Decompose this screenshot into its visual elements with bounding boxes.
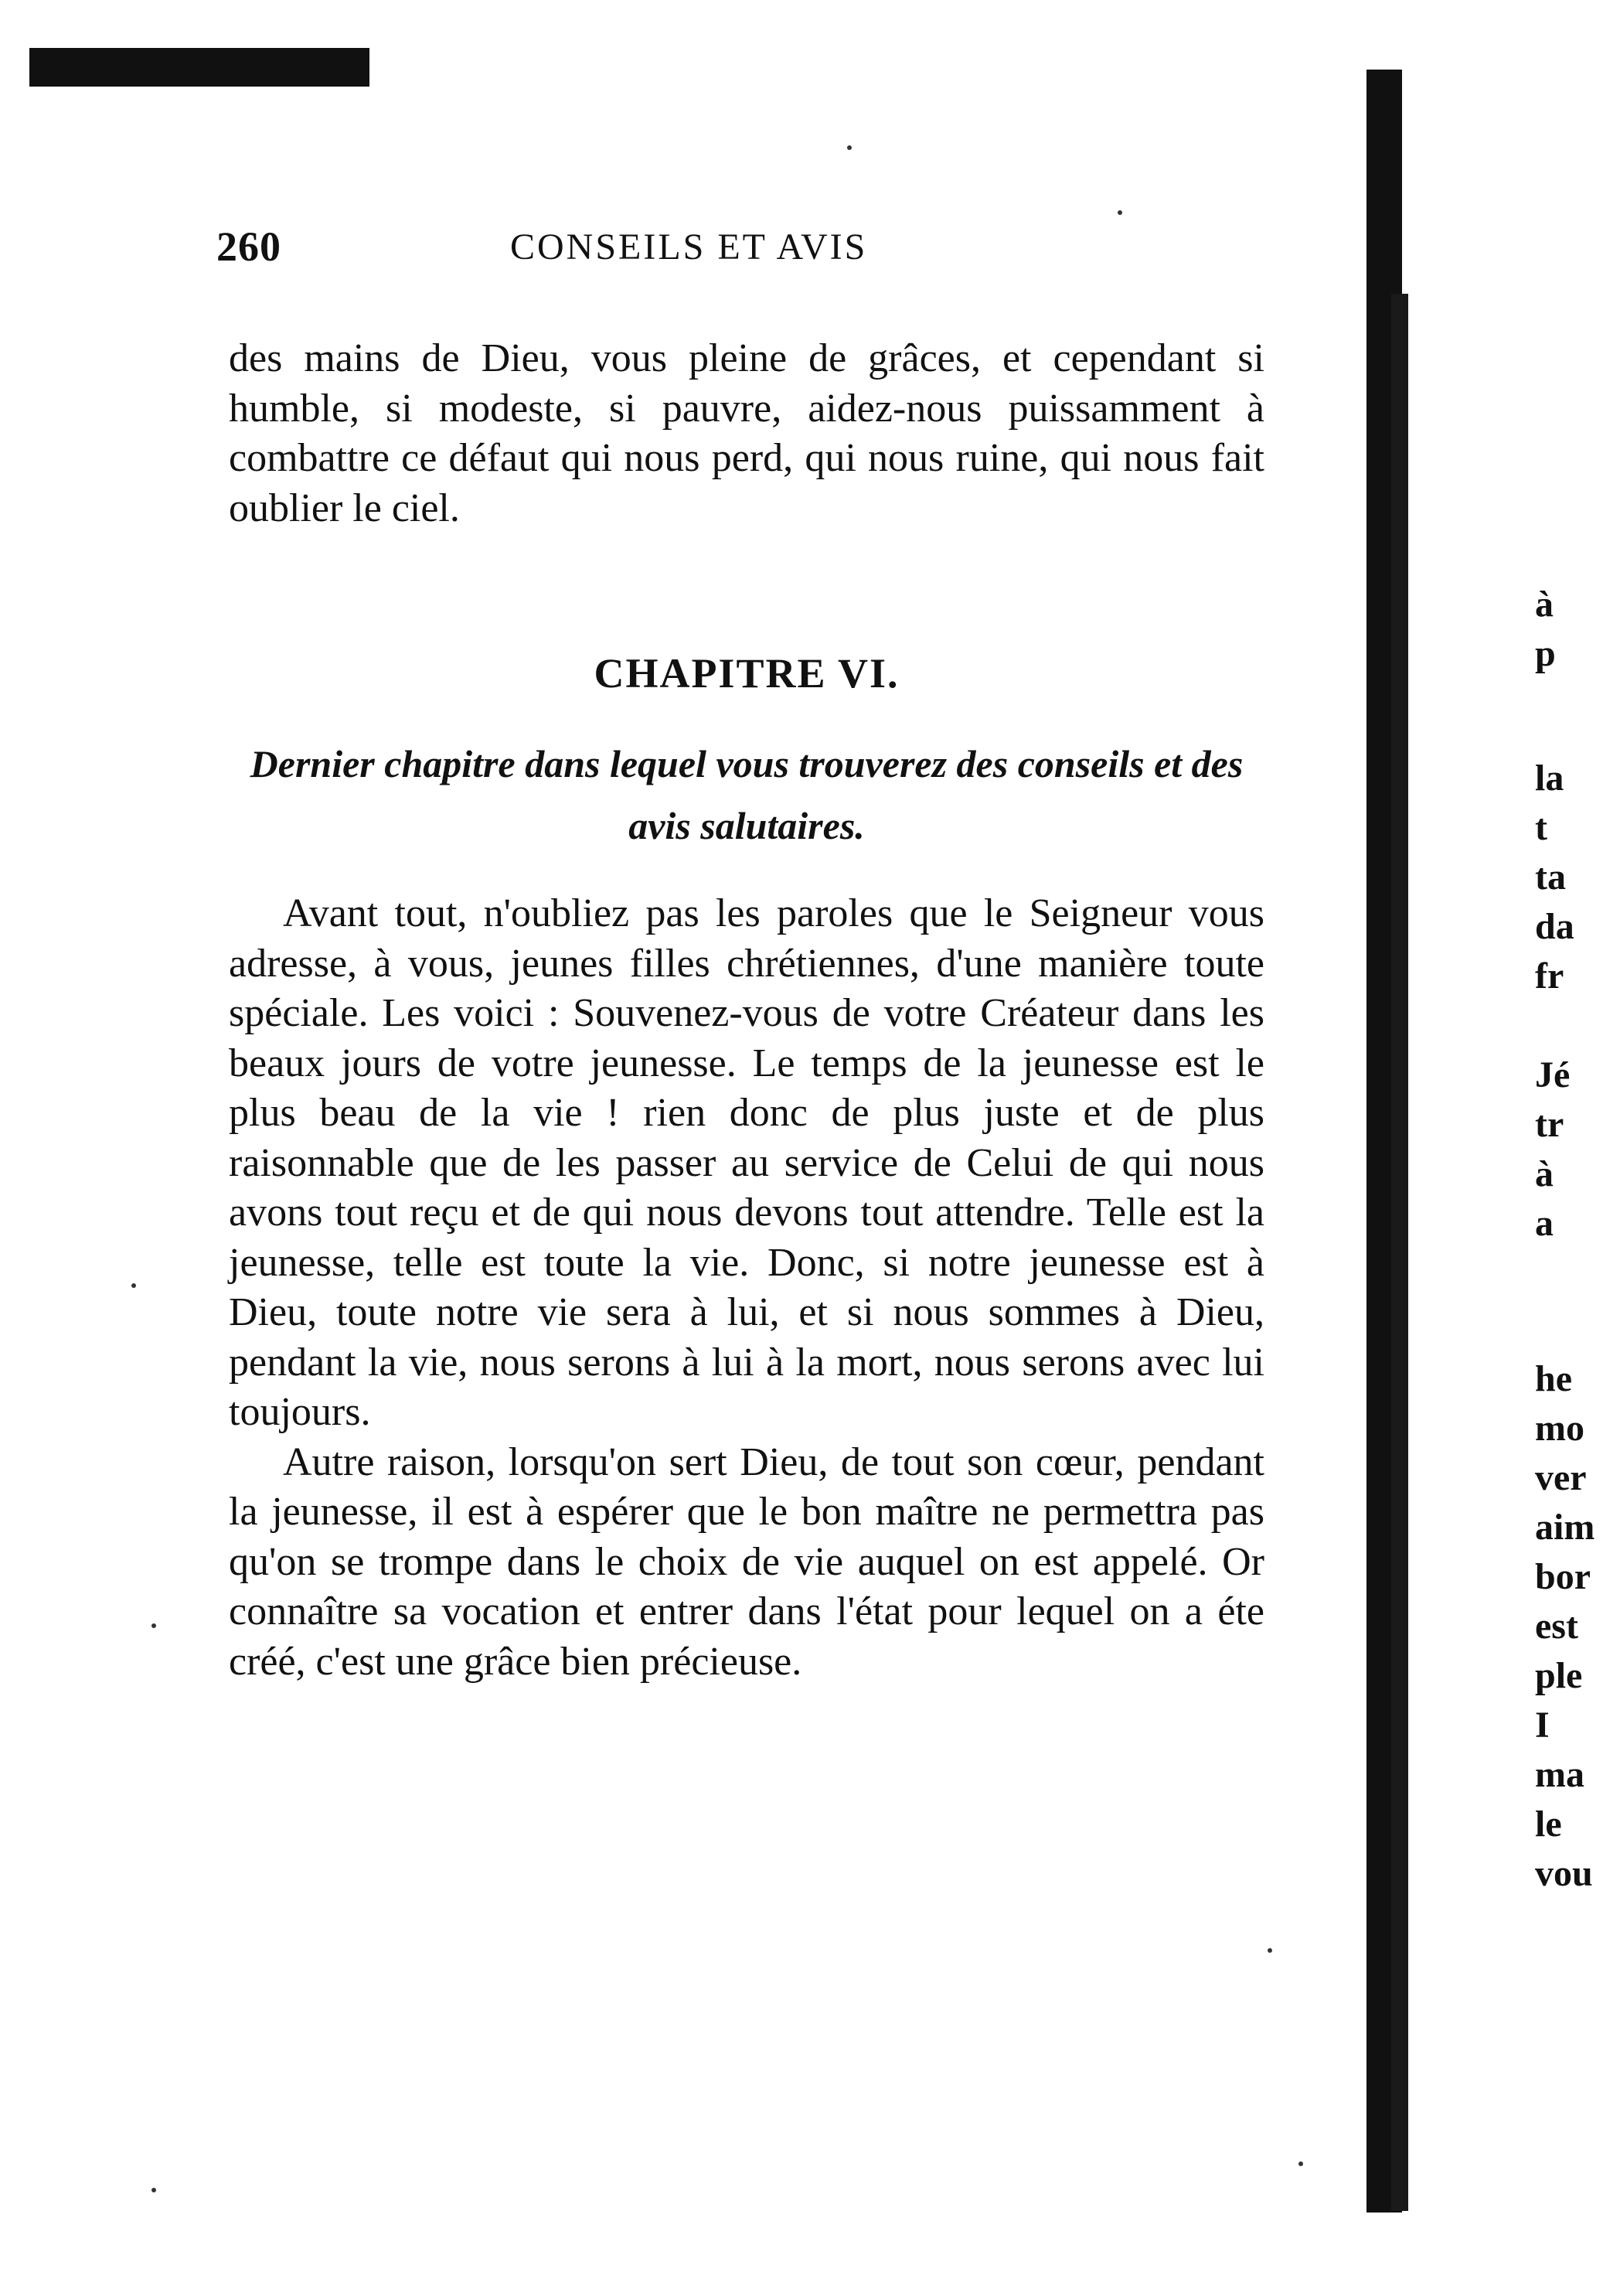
scan-speck (151, 1623, 156, 1628)
fragment: da (1535, 906, 1574, 947)
fragment: p (1535, 633, 1556, 674)
fragment: I (1535, 1705, 1550, 1746)
fragment: a (1535, 1203, 1554, 1244)
scan-speck (151, 2188, 156, 2192)
fragment: mo (1535, 1408, 1584, 1449)
fragment: fr (1535, 956, 1564, 996)
fragment: he (1535, 1358, 1572, 1399)
fragment: ver (1535, 1457, 1587, 1498)
fragment: ma (1535, 1754, 1584, 1795)
fragment: tr (1535, 1104, 1564, 1145)
fragment: bor (1535, 1556, 1591, 1597)
intro-paragraph (229, 334, 1264, 533)
fragment: Jé (1535, 1054, 1571, 1095)
adjacent-page-fragments-2 (1535, 754, 1620, 1248)
scan-speck (1298, 2161, 1303, 2166)
fragment (1535, 1001, 1620, 1051)
fragment: est (1535, 1606, 1578, 1647)
intro-paragraph-text: des mains de Dieu, vous pleine de grâces, et cependant si humble, si modeste, si pauvre, aidez-nous puissamment à combattre ce défaut qui nous perd, qui nous ruine, qui nous fait oublier le ciel. (229, 336, 1264, 530)
scan-edge-bar (29, 48, 369, 87)
fragment: à (1535, 1153, 1554, 1194)
page-gutter-inner (1391, 294, 1408, 2211)
paragraph-2: Autre raison, lorsqu'on sert Dieu, de tout son cœur, pendant la jeunesse, il est à espérer que le bon maître ne permettra pas qu'on se trompe dans le choix de vie auquel on est appelé. Or connaître sa vocation et entrer dans l'état pour lequel on a éte créé, c'est une grâce bien précieuse. (229, 1439, 1264, 1684)
fragment: à (1535, 584, 1554, 625)
fragment: vou (1535, 1853, 1593, 1894)
adjacent-page-fragments-1 (1535, 580, 1620, 679)
scan-speck (1118, 210, 1122, 215)
running-head: CONSEILS ET AVIS (510, 227, 868, 267)
fragment: la (1535, 758, 1564, 799)
chapter-body (229, 889, 1264, 1687)
fragment: ple (1535, 1655, 1583, 1696)
scan-speck (1268, 1948, 1272, 1953)
fragment: le (1535, 1804, 1562, 1845)
fragment: aim (1535, 1507, 1595, 1548)
chapter-title: CHAPITRE VI. (594, 650, 900, 697)
scan-speck (847, 145, 852, 150)
chapter-subtitle: Dernier chapitre dans lequel vous trouverez des conseils et des avis salutaires. (250, 742, 1244, 847)
page-number: 260 (216, 223, 281, 270)
fragment: ta (1535, 857, 1566, 898)
fragment: t (1535, 807, 1547, 848)
adjacent-page-fragments-3 (1535, 1354, 1620, 1899)
page-header (216, 223, 1314, 277)
paragraph-1: Avant tout, n'oubliez pas les paroles que le Seigneur vous adresse, à vous, jeunes filles chrétiennes, d'une manière toute spéciale. Les voici : Souvenez-vous de votre Créateur dans les beaux jours de votre jeunesse. Le temps de la jeunesse est le plus beau de la vie ! rien donc de plus juste et de plus raisonnable que de les passer au service de Celui de qui nous avons tout reçu et de qui nous devons tout attendre. Telle est la jeunesse, telle est toute la vie. Donc, si notre jeunesse est à Dieu, toute notre vie sera à lui, et si nous sommes à Dieu, pendant la vie, nous serons à lui à la mort, nous serons avec lui toujours. (229, 891, 1264, 1434)
scan-speck (131, 1283, 136, 1288)
